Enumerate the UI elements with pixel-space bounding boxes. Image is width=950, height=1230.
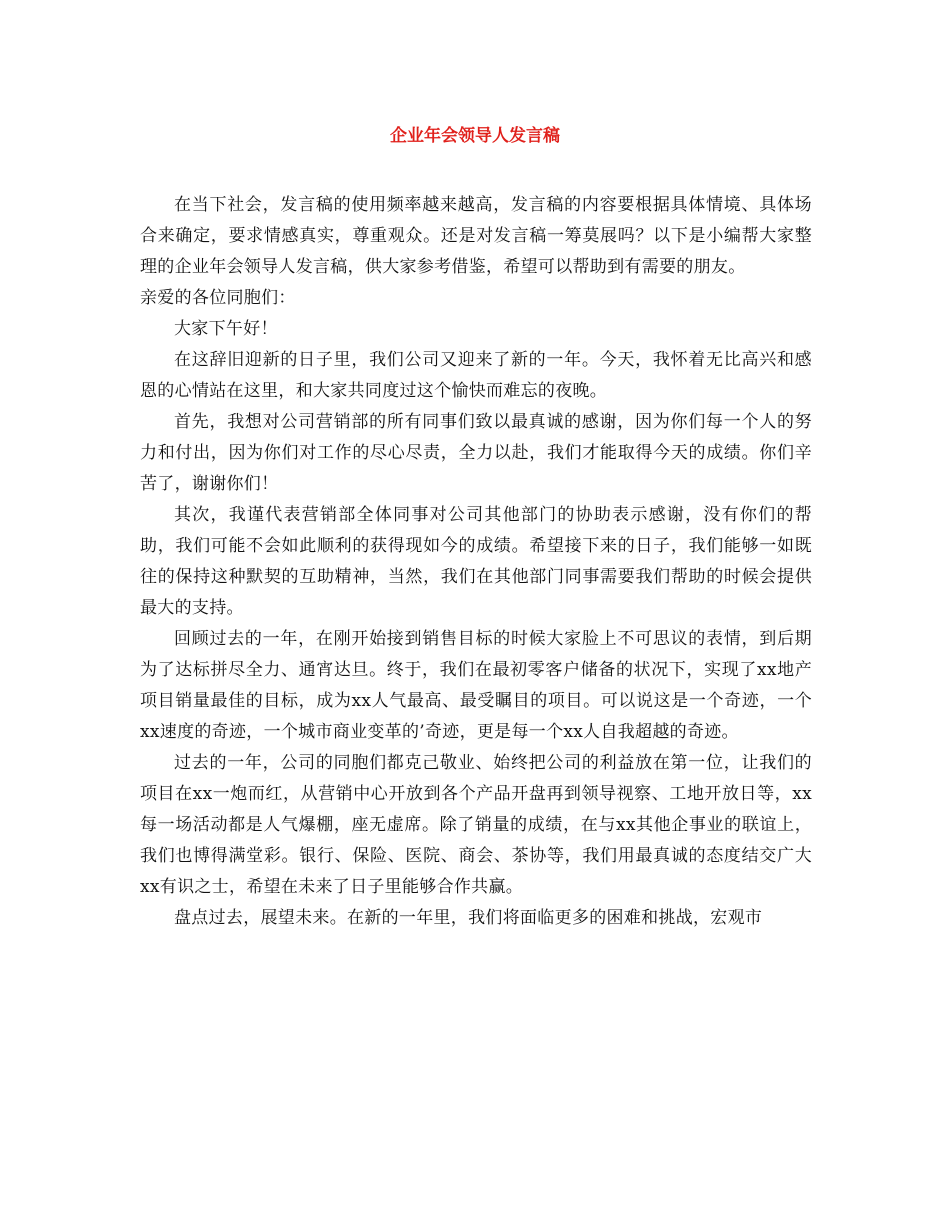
paragraph-intro: 在当下社会，发言稿的使用频率越来越高，发言稿的内容要根据具体情境、具体场合来确定，要求情感真实，尊重观众。还是对发言稿一筹莫展吗？以下是小编帮大家整理的企业年会领导人发言稿，供大家参考借鉴，希望可以帮助到有需要的朋友。 bbox=[140, 195, 812, 277]
paragraph-outlook: 盘点过去，展望未来。在新的一年里，我们将面临更多的困难和挑战，宏观市 bbox=[174, 908, 763, 928]
document-body bbox=[140, 190, 812, 934]
document-title: 企业年会领导人发言稿 bbox=[390, 126, 560, 146]
paragraph-past-year: 过去的一年，公司的同胞们都克己敬业、始终把公司的利益放在第一位，让我们的项目在xx一炮而红，从营销中心开放到各个产品开盘再到领导视察、工地开放日等，xx每一场活动都是人气爆棚，座无虚席。除了销量的成绩，在与xx其他企事业的联谊上，我们也博得满堂彩。银行、保险、医院、商会、茶协等，我们用最真诚的态度结交广大xx有识之士，希望在未来了日子里能够合作共赢。 bbox=[140, 753, 812, 897]
paragraph-thanks-departments: 其次，我谨代表营销部全体同事对公司其他部门的协助表示感谢，没有你们的帮助，我们可能不会如此顺利的获得现如今的成绩。希望接下来的日子，我们能够一如既往的保持这种默契的互助精神，当然，我们在其他部门同事需要我们帮助的时候会提供最大的支持。 bbox=[140, 505, 812, 618]
paragraph-opening: 在这辞旧迎新的日子里，我们公司又迎来了新的一年。今天，我怀着无比高兴和感恩的心情站在这里，和大家共同度过这个愉快而难忘的夜晚。 bbox=[140, 350, 812, 401]
paragraph-greeting: 大家下午好！ bbox=[174, 319, 278, 339]
paragraph-review: 回顾过去的一年，在刚开始接到销售目标的时候大家脸上不可思议的表情，到后期为了达标拼尽全力、通宵达旦。终于，我们在最初零客户储备的状况下，实现了xx地产项目销量最佳的目标，成为xx人气最高、最受瞩目的项目。可以说这是一个奇迹，一个xx速度的奇迹，一个城市商业变革的’奇迹，更是每一个xx人自我超越的奇迹。 bbox=[140, 629, 812, 742]
paragraph-thanks-marketing: 首先，我想对公司营销部的所有同事们致以最真诚的感谢，因为你们每一个人的努力和付出，因为你们对工作的尽心尽责，全力以赴，我们才能取得今天的成绩。你们辛苦了，谢谢你们！ bbox=[140, 412, 812, 494]
paragraph-salutation: 亲爱的各位同胞们： bbox=[140, 288, 296, 308]
